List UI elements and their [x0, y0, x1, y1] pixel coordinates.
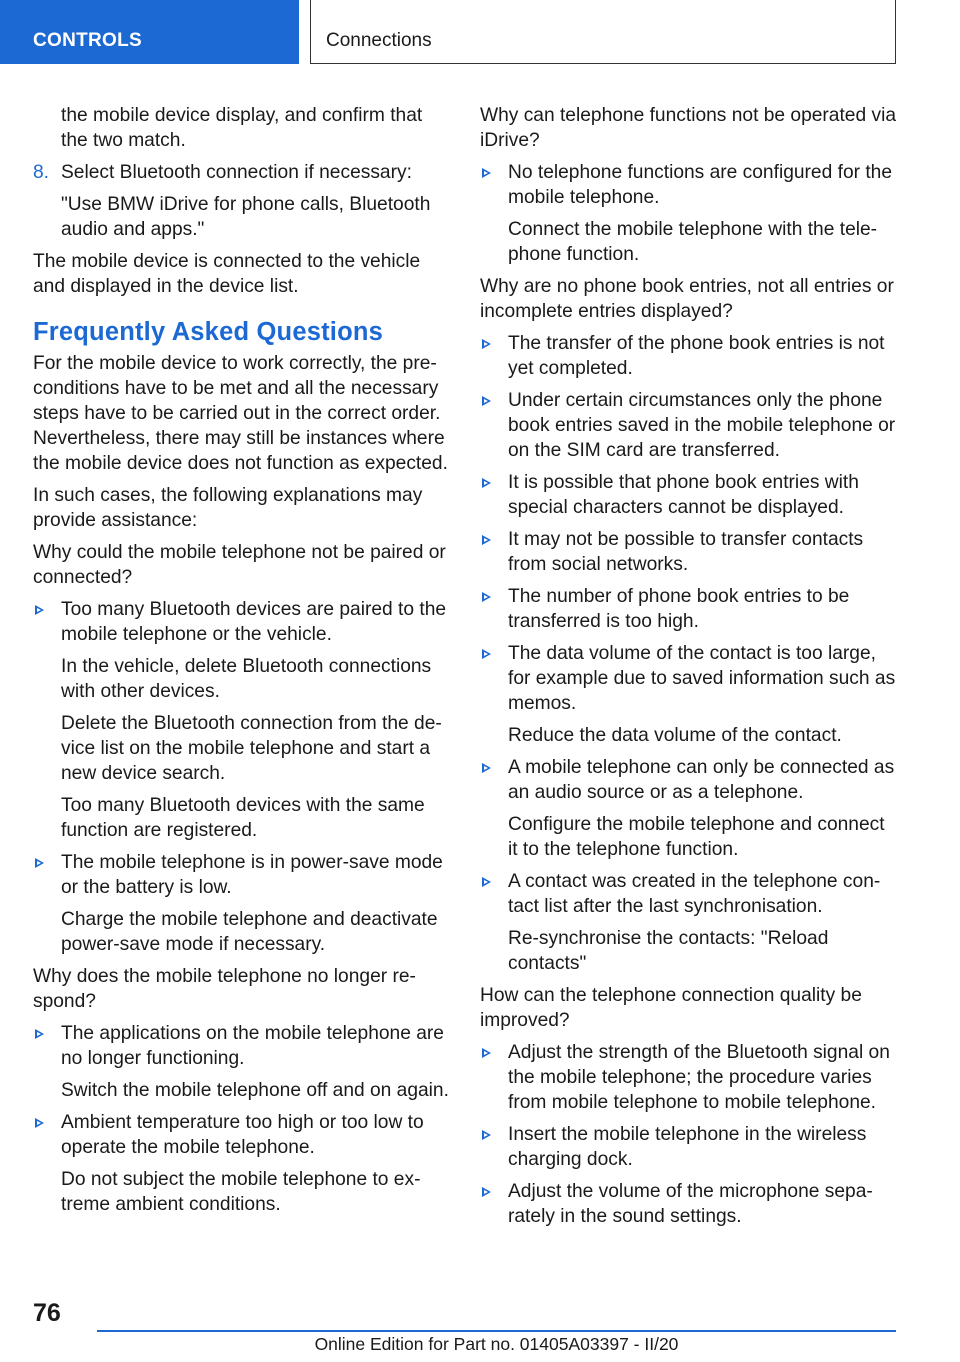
question: Why can telephone functions not be operated via iDrive? — [480, 105, 897, 151]
triangle-bullet-icon — [33, 597, 61, 843]
faq-heading: Frequently Asked Questions — [33, 318, 383, 346]
answer-remedy: Switch the mobile telephone off and on again. — [61, 1080, 449, 1101]
triangle-bullet-icon — [480, 641, 508, 748]
answer-text: The applications on the mobile telephone are no longer functioning. — [61, 1023, 444, 1069]
step-7-continuation: the mobile device display, and confirm that the two match. — [61, 105, 423, 151]
question: Why does the mobile telephone no longer re‐spond? — [33, 966, 416, 1012]
answer-text: Adjust the volume of the microphone sepa‐rately in the sound settings. — [508, 1181, 873, 1227]
list-item — [480, 388, 898, 463]
answer-remedy: Configure the mobile telephone and connect it to the telephone function. — [508, 814, 885, 860]
answer-remedy: In the vehicle, delete Bluetooth connections with other devices. — [61, 656, 432, 702]
answer-text: Adjust the strength of the Bluetooth signal on the mobile telephone; the procedure varies from mobile telephone to mobile telephone. — [508, 1042, 890, 1113]
answer-text: The mobile telephone is in power-save mode or the battery is low. — [61, 852, 443, 898]
list-item — [33, 1110, 449, 1217]
step-text: Select Bluetooth connection if necessary: — [61, 162, 412, 183]
page-number: 76 — [33, 1299, 61, 1327]
list-item — [33, 850, 449, 957]
triangle-bullet-icon — [480, 527, 508, 577]
chapter-tab — [310, 0, 896, 64]
list-item — [33, 1021, 449, 1103]
triangle-bullet-icon — [480, 160, 508, 267]
section-tab — [0, 0, 299, 64]
answer-text: It may not be possible to transfer contacts from social networks. — [508, 529, 864, 575]
triangle-bullet-icon — [33, 1021, 61, 1103]
list-item — [480, 527, 898, 577]
list-item — [480, 641, 898, 748]
step-8-option: "Use BMW iDrive for phone calls, Bluetooth audio and apps." — [61, 194, 431, 240]
triangle-bullet-icon — [33, 1110, 61, 1217]
list-item — [480, 869, 898, 976]
list-item — [33, 597, 449, 843]
triangle-bullet-icon — [480, 1040, 508, 1115]
answer-text: Insert the mobile telephone in the wireless charging dock. — [508, 1124, 867, 1170]
faq-intro-2: In such cases, the following explanations may provide assistance: — [33, 485, 423, 531]
footer-divider — [97, 1330, 896, 1332]
footer-edition: Online Edition for Part no. 01405A03397 - II/20 — [314, 1334, 679, 1354]
triangle-bullet-icon — [480, 584, 508, 634]
list-item — [480, 331, 898, 381]
list-item — [480, 1179, 898, 1229]
answer-text: A mobile telephone can only be connected as an audio source or as a telephone. — [508, 757, 895, 803]
list-item — [480, 584, 898, 634]
step-8 — [33, 160, 449, 185]
answer-remedy: Do not subject the mobile telephone to ex‐treme ambient conditions. — [61, 1169, 421, 1215]
answer-remedy: Reduce the data volume of the contact. — [508, 725, 842, 746]
answer-remedy: Connect the mobile telephone with the tele‐phone function. — [508, 219, 878, 265]
list-item — [480, 160, 898, 267]
answer-remedy: Too many Bluetooth devices with the same function are registered. — [61, 795, 425, 841]
list-item — [480, 470, 898, 520]
answer-remedy: Delete the Bluetooth connection from the de‐vice list on the mobile telephone and start a new device search. — [61, 713, 442, 784]
list-item — [480, 755, 898, 862]
triangle-bullet-icon — [480, 869, 508, 976]
answer-text: No telephone functions are configured for the mobile telephone. — [508, 162, 893, 208]
answer-text: Too many Bluetooth devices are paired to the mobile telephone or the vehicle. — [61, 599, 447, 645]
right-column — [480, 103, 898, 1236]
question: How can the telephone connection quality be improved? — [480, 985, 862, 1031]
triangle-bullet-icon — [480, 1122, 508, 1172]
triangle-bullet-icon — [480, 755, 508, 862]
left-column — [33, 103, 449, 1224]
question: Why could the mobile telephone not be paired or connected? — [33, 542, 446, 588]
answer-text: Ambient temperature too high or too low to operate the mobile telephone. — [61, 1112, 424, 1158]
list-item — [480, 1040, 898, 1115]
chapter-title: Connections — [326, 30, 432, 51]
answer-text: It is possible that phone book entries with special characters cannot be displayed. — [508, 472, 859, 518]
section-title: CONTROLS — [33, 30, 143, 51]
answer-text: The number of phone book entries to be transferred is too high. — [508, 586, 850, 632]
list-item — [480, 1122, 898, 1172]
triangle-bullet-icon — [33, 850, 61, 957]
faq-intro: For the mobile device to work correctly, the pre‐conditions have to be met and all the necessary steps have to be carried out in the correct order. Nevertheless, there may still be instances where the mobile device does not function as expected. — [33, 353, 448, 474]
triangle-bullet-icon — [480, 388, 508, 463]
triangle-bullet-icon — [480, 1179, 508, 1229]
step-number: 8. — [33, 162, 50, 183]
triangle-bullet-icon — [480, 331, 508, 381]
connected-note: The mobile device is connected to the vehicle and displayed in the device list. — [33, 251, 421, 297]
answer-text: The data volume of the contact is too large, for example due to saved information such as memos. — [508, 643, 896, 714]
answer-text: Under certain circumstances only the phone book entries saved in the mobile telephone or on the SIM card are transferred. — [508, 390, 896, 461]
answer-text: A contact was created in the telephone con‐tact list after the last synchronisation. — [508, 871, 881, 917]
answer-text: The transfer of the phone book entries is not yet completed. — [508, 333, 885, 379]
triangle-bullet-icon — [480, 470, 508, 520]
answer-remedy: Charge the mobile telephone and deactivate power-save mode if necessary. — [61, 909, 438, 955]
answer-remedy: Re-synchronise the contacts: "Reload contacts" — [508, 928, 829, 974]
question: Why are no phone book entries, not all entries or incomplete entries displayed? — [480, 276, 894, 322]
